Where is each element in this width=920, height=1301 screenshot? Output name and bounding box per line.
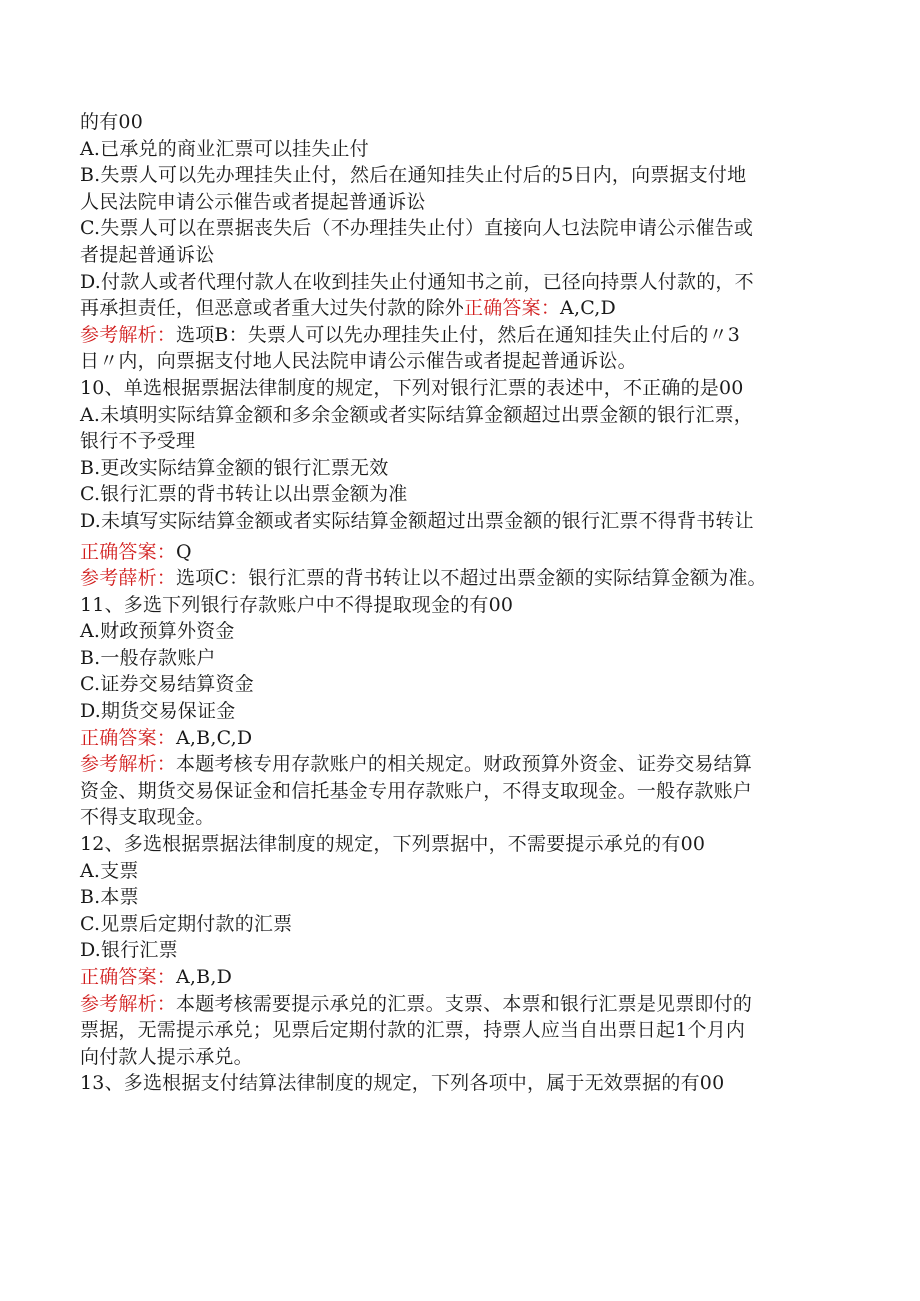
text-line bbox=[80, 1017, 860, 1044]
text-segment: B.失票人可以先办理挂失止付，然后在通知挂失止付后的5日内，向票据支付地 bbox=[80, 164, 747, 187]
text-line bbox=[80, 1070, 860, 1097]
text-segment: 日〃内，向票据支付地人民法院申请公示催告或者提起普通诉讼。 bbox=[80, 350, 637, 373]
text-line bbox=[80, 348, 860, 375]
text-segment: D.期货交易保证金 bbox=[80, 700, 236, 723]
text-line bbox=[80, 778, 860, 805]
answer-label: 正确答案： bbox=[464, 297, 561, 320]
document-body bbox=[80, 109, 860, 1097]
text-line bbox=[80, 539, 860, 566]
text-segment: 的有00 bbox=[80, 111, 143, 133]
text-line bbox=[80, 565, 860, 592]
answer-label: 参考解析： bbox=[80, 992, 177, 1015]
text-line bbox=[80, 242, 860, 269]
text-segment: C.失票人可以在票据丧失后（不办理挂失止付）直接向人乜法院申请公示催告或 bbox=[80, 217, 754, 240]
text-segment: 票据，无需提示承兑；见票后定期付款的汇票，持票人应当自出票日起1个月内 bbox=[80, 1019, 746, 1042]
text-line bbox=[80, 189, 860, 216]
text-segment: B.更改实际结算金额的银行汇票无效 bbox=[80, 456, 389, 479]
text-line bbox=[80, 402, 860, 429]
text-segment: 选项C：银行汇票的背书转让以不超过出票金额的实际结算金额为准。 bbox=[176, 567, 767, 590]
text-segment: Q bbox=[176, 540, 192, 563]
text-segment: 银行不予受理 bbox=[80, 430, 196, 453]
text-segment: 向付款人提示承兑。 bbox=[80, 1045, 253, 1068]
text-segment: 再承担责任，但恶意或者重大过失付款的除外 bbox=[80, 297, 465, 320]
text-line bbox=[80, 991, 860, 1018]
text-line bbox=[80, 937, 860, 964]
text-line bbox=[80, 375, 860, 402]
text-line bbox=[80, 698, 860, 725]
answer-label: 参考解析： bbox=[80, 323, 177, 346]
text-line bbox=[80, 322, 860, 349]
text-segment: A,B,C,D bbox=[176, 726, 253, 749]
text-line bbox=[80, 455, 860, 482]
text-segment: D.付款人或者代理付款人在收到挂失止付通知书之前，已径向持票人付款的，不 bbox=[80, 270, 754, 293]
text-segment: B.一般存款账户 bbox=[80, 646, 216, 669]
text-line bbox=[80, 215, 860, 242]
text-segment: A.未填明实际结算金额和多余金额或者实际结算金额超过出票金额的银行汇票， bbox=[80, 403, 753, 426]
text-line bbox=[80, 428, 860, 455]
text-segment: 资金、期货交易保证金和信托基金专用存款账户，不得支取现金。一般存款账户 bbox=[80, 779, 753, 802]
text-line bbox=[80, 618, 860, 645]
text-line bbox=[80, 592, 860, 619]
text-line bbox=[80, 109, 860, 136]
text-line bbox=[80, 911, 860, 938]
text-line bbox=[80, 481, 860, 508]
text-line bbox=[80, 136, 860, 163]
text-segment: B.本票 bbox=[80, 886, 139, 909]
text-segment: C.见票后定期付款的汇票 bbox=[80, 912, 293, 935]
text-line bbox=[80, 269, 860, 296]
answer-label: 参考薛析： bbox=[80, 567, 177, 590]
text-line bbox=[80, 751, 860, 778]
text-segment: 13、多选根据支付结算法律制度的规定，下列各项中，属于无效票据的有00 bbox=[80, 1072, 725, 1095]
text-line bbox=[80, 1044, 860, 1071]
text-segment: 选项B：失票人可以先办理挂失止付，然后在通知挂失止付后的〃3 bbox=[176, 323, 741, 346]
text-segment: A.支票 bbox=[80, 859, 139, 882]
text-segment: A.财政预算外资金 bbox=[80, 620, 235, 643]
answer-label: 正确答案： bbox=[80, 966, 177, 988]
text-segment: D.未填写实际结算金额或者实际结算金额超过出票金额的银行汇票不得背书转让 bbox=[80, 509, 754, 532]
text-segment: 本题考核需要提示承兑的汇票。支票、本票和银行汇票是见票即付的 bbox=[176, 992, 753, 1015]
text-line bbox=[80, 295, 860, 322]
text-segment: A,C,D bbox=[560, 297, 616, 320]
text-segment: 10、单选根据票据法律制度的规定，下列对银行汇票的表述中，不正确的是00 bbox=[80, 376, 744, 399]
text-line bbox=[80, 804, 860, 831]
text-segment: C.银行汇票的背书转让以出票金额为准 bbox=[80, 483, 408, 506]
text-segment: D.银行汇票 bbox=[80, 939, 178, 962]
text-line bbox=[80, 858, 860, 885]
text-segment: A.已承兑的商业汇票可以挂失止付 bbox=[80, 137, 369, 160]
text-line bbox=[80, 508, 860, 535]
text-line bbox=[80, 884, 860, 911]
text-segment: 12、多选根据票据法律制度的规定，下列票据中，不需要提示承兑的有00 bbox=[80, 833, 706, 856]
text-segment: A,B,D bbox=[176, 966, 233, 988]
text-segment: C.证券交易结算资金 bbox=[80, 673, 254, 696]
answer-label: 正确答案： bbox=[80, 726, 177, 749]
text-segment: 本题考核专用存款账户的相关规定。财政预算外资金、证券交易结算 bbox=[176, 753, 753, 776]
text-line bbox=[80, 162, 860, 189]
text-line bbox=[80, 725, 860, 752]
text-line bbox=[80, 964, 860, 991]
text-segment: 者提起普通诉讼 bbox=[80, 243, 215, 266]
text-segment: 11、多选下列银行存款账户中不得提取现金的有00 bbox=[80, 593, 514, 616]
answer-label: 参考解析： bbox=[80, 753, 177, 776]
text-line bbox=[80, 645, 860, 672]
answer-label: 正确答案： bbox=[80, 540, 177, 563]
text-line bbox=[80, 831, 860, 858]
text-line bbox=[80, 671, 860, 698]
text-segment: 人民法院申请公示催告或者提起普通诉讼 bbox=[80, 190, 426, 213]
text-segment: 不得支取现金。 bbox=[80, 806, 215, 829]
